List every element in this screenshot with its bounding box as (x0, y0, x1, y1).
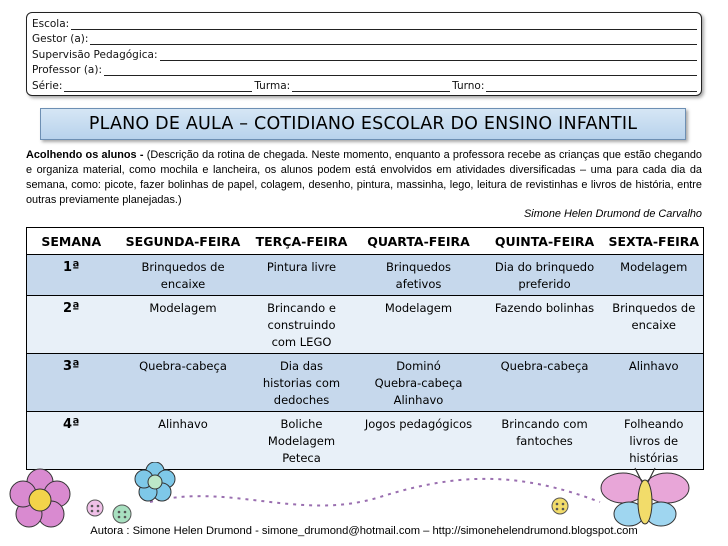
table-cell: Brincando e construindo com LEGO (251, 296, 353, 354)
table-row (27, 255, 704, 296)
table-cell: Folheando livros de histórias (605, 412, 704, 470)
table-cell: Quebra-cabeça (116, 354, 251, 412)
table-row (27, 412, 704, 470)
professor-row (32, 63, 697, 79)
serie-field[interactable] (64, 80, 252, 92)
turma-label: Turma: (254, 79, 291, 92)
professor-label: Professor (a): (32, 64, 102, 76)
header-sexta: SEXTA-FEIRA (605, 228, 704, 255)
table-header-row (27, 228, 704, 255)
header-segunda: SEGUNDA-FEIRA (116, 228, 251, 255)
gestor-row (32, 32, 697, 48)
description-body: (Descrição da rotina de chegada. Neste momento, enquanto a professora recebe as crianças que estão chegando e organiza material, como mochila e lancheira, os alunos podem está envolvidos em atividades diversificadas – uma para cada dia da semana, como: picote, fazer bolinhas de papel, colagem, desenho, pintura, massinha, lego, leitura de revistinhas e livros de história, entre outras previamente planejadas.) (26, 149, 702, 206)
table-row (27, 354, 704, 412)
table-cell: Dia do brinquedo preferido (485, 255, 605, 296)
signature: Simone Helen Drumond de Carvalho (524, 208, 702, 220)
school-info-form (26, 12, 702, 96)
header-semana: SEMANA (27, 228, 116, 255)
table-cell: Quebra-cabeça (485, 354, 605, 412)
butterfly-icon (601, 468, 689, 526)
serie-turma-turno-row (32, 78, 697, 94)
escola-field[interactable] (71, 18, 697, 30)
escola-row (32, 16, 697, 32)
header-terca: TERÇA-FEIRA (251, 228, 353, 255)
table-cell: Jogos pedagógicos (353, 412, 485, 470)
description-lead: Acolhendo os alunos - (26, 149, 144, 161)
table-cell: Brinquedos de encaixe (605, 296, 704, 354)
header-quinta: QUINTA-FEIRA (485, 228, 605, 255)
sewing-button-icon (87, 500, 103, 516)
sewing-button-icon (552, 498, 568, 514)
supervisao-label: Supervisão Pedagógica: (32, 48, 158, 61)
week-cell: 3ª (27, 354, 116, 412)
table-cell: Fazendo bolinhas (485, 296, 605, 354)
footer-credits: Autora : Simone Helen Drumond - simone_drumond@hotmail.com – http://simonehelendrumond.blogspot.com (90, 525, 638, 537)
week-cell: 4ª (27, 412, 116, 470)
table-cell: Dia das historias com dedoches (251, 354, 353, 412)
table-cell: Modelagem (605, 255, 704, 296)
dotted-trail-icon (150, 479, 600, 506)
table-cell: Alinhavo (116, 412, 251, 470)
table-row (27, 296, 704, 354)
supervisao-field[interactable] (160, 49, 698, 61)
gestor-field[interactable] (90, 33, 697, 45)
sewing-button-icon (113, 505, 131, 523)
lesson-plan-table (26, 227, 704, 470)
table-cell: Boliche Modelagem Peteca (251, 412, 353, 470)
table-cell: Brinquedos afetivos (353, 255, 485, 296)
header-quarta: QUARTA-FEIRA (353, 228, 485, 255)
supervisao-row (32, 47, 697, 63)
table-cell: Modelagem (116, 296, 251, 354)
table-cell: Brinquedos de encaixe (116, 255, 251, 296)
week-cell: 1ª (27, 255, 116, 296)
table-cell: Alinhavo (605, 354, 704, 412)
escola-label: Escola: (32, 17, 70, 30)
description (26, 148, 702, 208)
table-cell: Dominó Quebra-cabeça Alinhavo (353, 354, 485, 412)
pink-flower-icon (10, 469, 70, 527)
professor-field[interactable] (104, 64, 697, 76)
week-cell: 2ª (27, 296, 116, 354)
turma-field[interactable] (292, 80, 450, 92)
table-cell: Brincando com fantoches (485, 412, 605, 470)
turno-label: Turno: (452, 79, 485, 92)
blue-flower-icon (135, 462, 175, 501)
gestor-label: Gestor (a): (32, 33, 89, 45)
serie-label: Série: (32, 79, 63, 92)
page-title: PLANO DE AULA – COTIDIANO ESCOLAR DO ENSINO INFANTIL (40, 108, 686, 140)
turno-field[interactable] (486, 80, 697, 92)
table-cell: Modelagem (353, 296, 485, 354)
table-cell: Pintura livre (251, 255, 353, 296)
